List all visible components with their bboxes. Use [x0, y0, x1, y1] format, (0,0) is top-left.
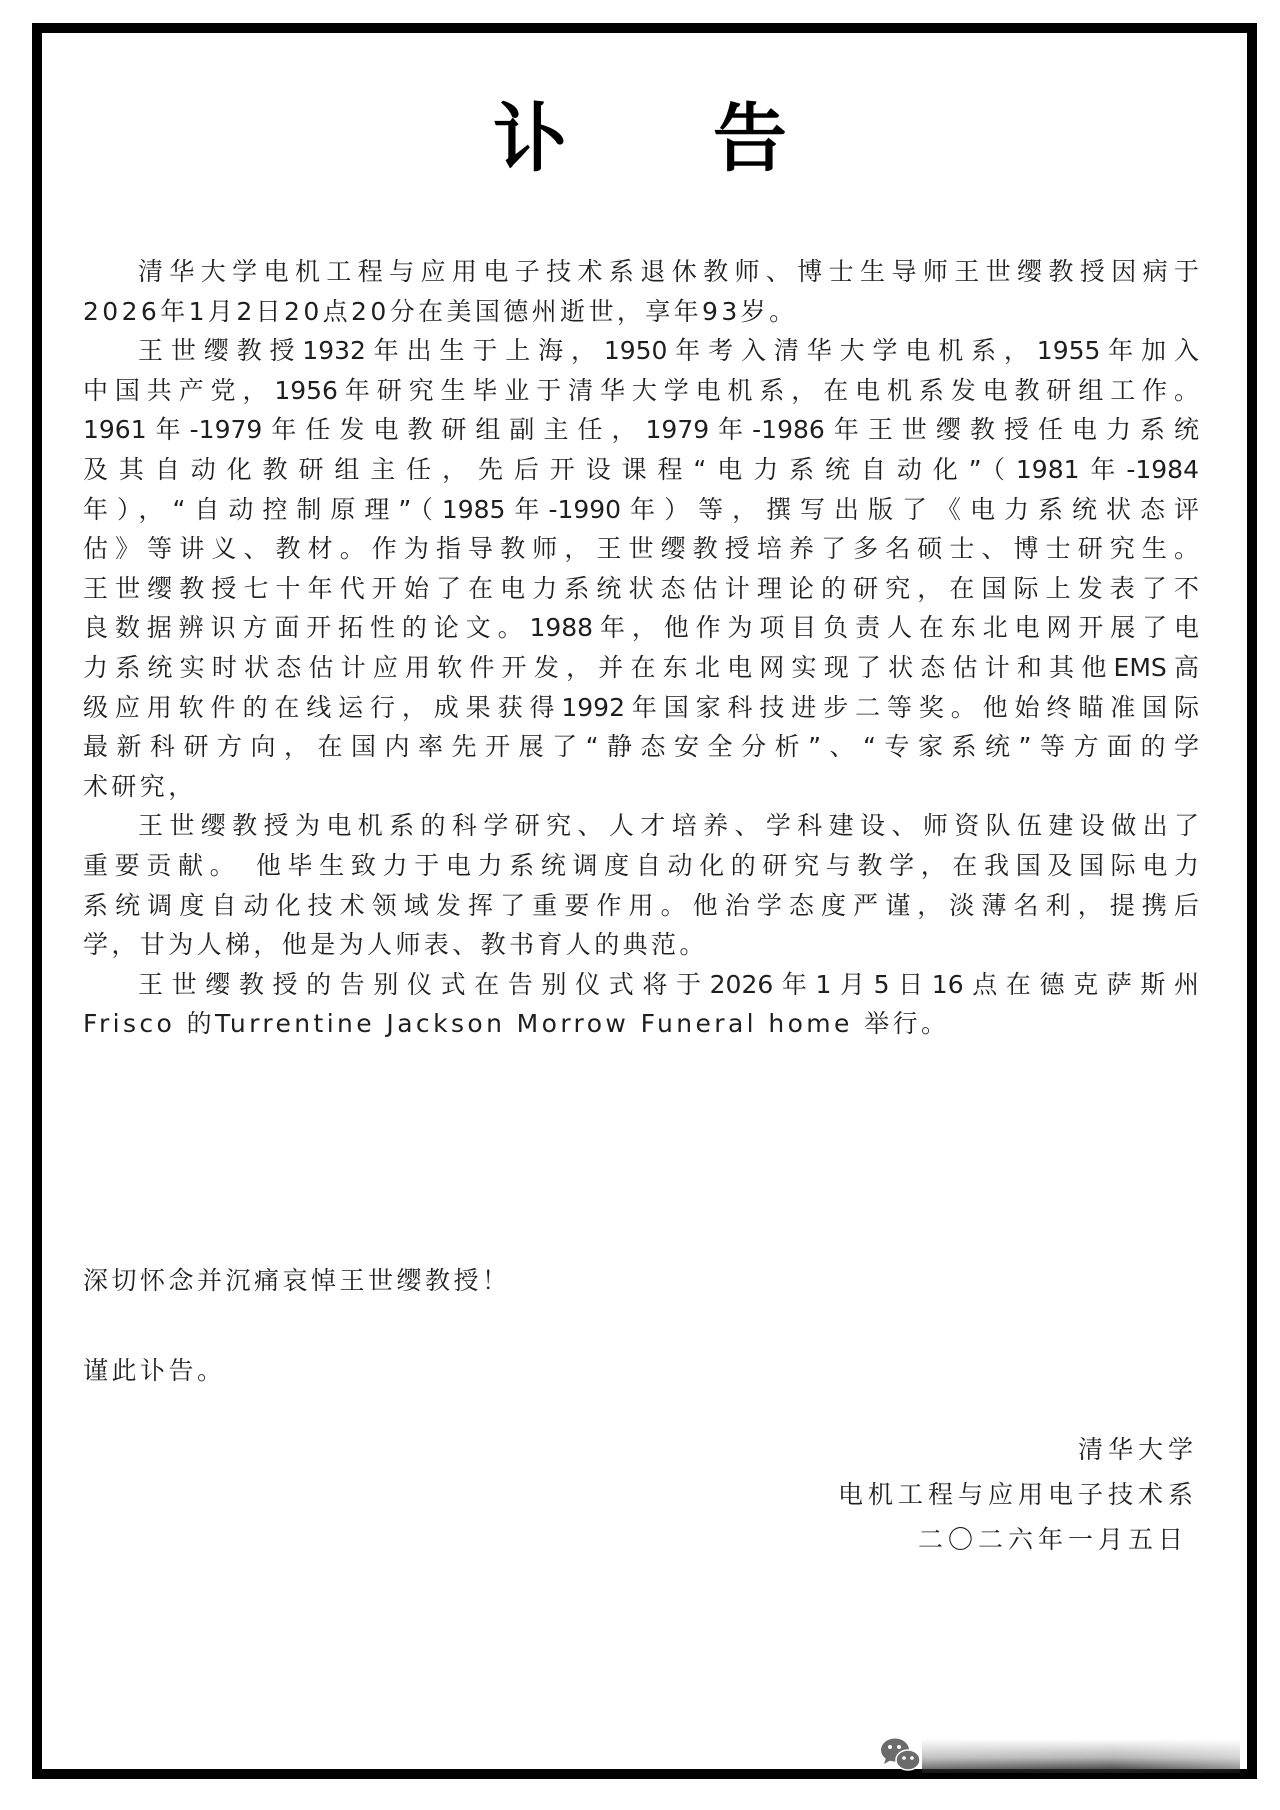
paragraph-2-line-4: 及其自动化教研组主任，先后开设课程“电力系统自动化”（1981年-1984 — [83, 454, 1199, 484]
paragraph-1-line-1: 清华大学电机工程与应用电子技术系退休教师、博士生导师王世缨教授因病于 — [138, 257, 1199, 286]
paragraph-2-line-9: 力系统实时状态估计应用软件开发，并在东北电网实现了状态估计和其他EMS高 — [83, 652, 1199, 682]
paragraph-2-line-2: 中国共产党，1956年研究生毕业于清华大学电机系，在电机系发电教研组工作。 — [83, 375, 1199, 405]
paragraph-2-line-12: 术研究， — [83, 771, 197, 801]
wechat-watermark — [880, 1735, 1240, 1771]
paragraph-2-line-6: 估》等讲义、教材。作为指导教师，王世缨教授培养了多名硕士、博士研究生。 — [83, 534, 1199, 564]
paragraph-1-line-2: 2026年1月2日20点20分在美国德州逝世，享年93岁。 — [83, 296, 798, 326]
paragraph-3-line-1: 王世缨教授为电机系的科学研究、人才培养、学科建设、师资队伍建设做出了 — [138, 811, 1199, 841]
paragraph-2-line-3: 1961年-1979年任发电教研组副主任，1979年-1986年王世缨教授任电力系统 — [83, 415, 1199, 445]
paragraph-2-line-5: 年），“自动控制原理”（1985年-1990年）等，撰写出版了《电力系统状态评 — [83, 494, 1199, 524]
paragraph-4-line-2: Frisco 的Turrentine Jackson Morrow Funeral home 举行。 — [83, 1009, 950, 1039]
paragraph-2-line-7: 王世缨教授七十年代开始了在电力系统状态估计理论的研究，在国际上发表了不 — [83, 573, 1199, 603]
signature-date: 二〇二六年一月五日 — [917, 1525, 1188, 1554]
watermark-blur-bar — [922, 1739, 1240, 1773]
notice-line: 谨此讣告。 — [83, 1356, 226, 1385]
paragraph-2-line-10: 级应用软件的在线运行，成果获得1992年国家科技进步二等奖。他始终瞄准国际 — [83, 692, 1199, 722]
paragraph-3-line-3: 系统调度自动化技术领域发挥了重要作用。他治学态度严谨，淡薄名利，提携后 — [83, 890, 1199, 920]
wechat-icon — [880, 1737, 924, 1773]
paragraph-3-line-2: 重要贡献。 他毕生致力于电力系统调度自动化的研究与教学，在我国及国际电力 — [83, 850, 1199, 880]
paragraph-3-line-4: 学，甘为人梯，他是为人师表、教书育人的典范。 — [83, 930, 708, 960]
paragraph-2-line-8: 良数据辨识方面开拓性的论文。1988年，他作为项目负责人在东北电网开展了电 — [83, 613, 1199, 643]
paragraph-4-line-1: 王世缨教授的告别仪式在告别仪式将于2026年1月5日16点在德克萨斯州 — [138, 969, 1199, 999]
signature-department: 电机工程与应用电子技术系 — [837, 1480, 1198, 1509]
signature-org: 清华大学 — [1077, 1435, 1198, 1464]
document-title: 讣 告 — [493, 96, 847, 182]
document-body — [83, 252, 1199, 1044]
paragraph-2-line-1: 王世缨教授1932年出生于上海，1950年考入清华大学电机系，1955年加入 — [138, 336, 1199, 366]
mourning-line: 深切怀念并沉痛哀悼王世缨教授！ — [83, 1266, 511, 1295]
paragraph-2-line-11: 最新科研方向，在国内率先开展了“静态安全分析”、“专家系统”等方面的学 — [83, 732, 1199, 762]
